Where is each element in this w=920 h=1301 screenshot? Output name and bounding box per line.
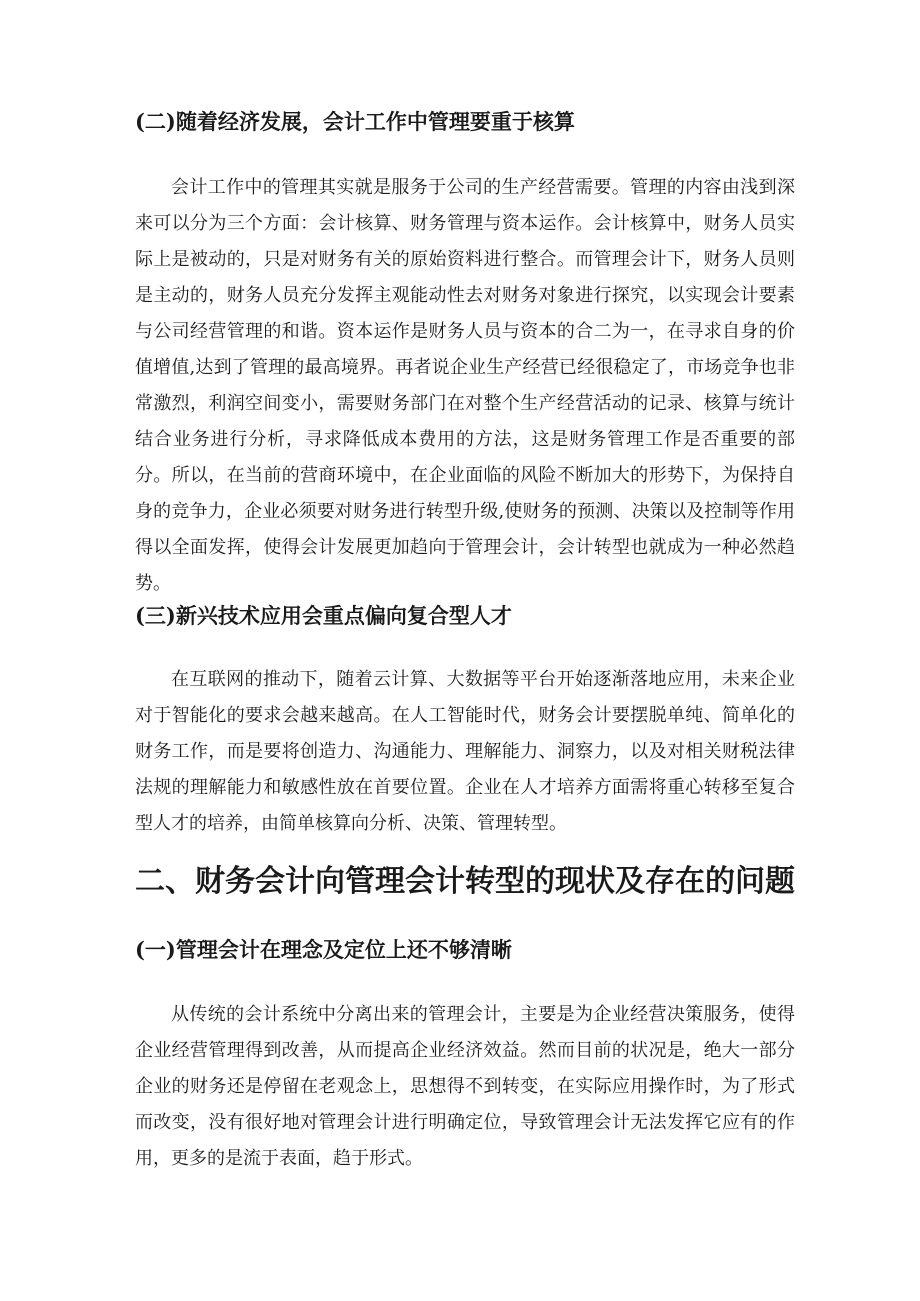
subsection-heading: (二)随着经济发展，会计工作中管理要重于核算 <box>135 109 575 134</box>
section-heading: 二、财务会计向管理会计转型的现状及存在的问题 <box>135 864 795 899</box>
subsection-heading: (一)管理会计在理念及定位上还不够清晰 <box>135 937 512 962</box>
body-paragraph: 在互联网的推动下，随着云计算、大数据等平台开始逐渐落地应用，未来企业对于智能化的要求会越来越高。在人工智能时代，财务会计要摆脱单纯、简单化的财务工作，而是要将创造力、沟通能力、理解能力、洞察力，以及对相关财税法律法规的理解能力和敏感性放在首要位置。企业在人才培养方面需将重心转移至复合型人才的培养，由简单核算向分析、决策、管理转型。 <box>135 669 795 834</box>
body-paragraph: 会计工作中的管理其实就是服务于公司的生产经营需要。管理的内容由浅到深来可以分为三个方面：会计核算、财务管理与资本运作。会计核算中，财务人员实际上是被动的，只是对财务有关的原始资料进行整合。而管理会计下，财务人员则是主动的，财务人员充分发挥主观能动性去对财务对象进行探究，以实现会计要素与公司经营管理的和谐。资本运作是财务人员与资本的合二为一，在寻求自身的价值增值,达到了管理的最高境界。再者说企业生产经营已经很稳定了，市场竞争也非常激烈，利润空间变小，需要财务部门在对整个生产经营活动的记录、核算与统计结合业务进行分析，寻求降低成本费用的方法，这是财务管理工作是否重要的部分。所以，在当前的营商环境中，在企业面临的风险不断加大的形势下，为保持自身的竞争力，企业必须要对财务进行转型升级,使财务的预测、决策以及控制等作用得以全面发挥，使得会计发展更加趋向于管理会计，会计转型也就成为一种必然趋势。 <box>135 177 795 594</box>
subsection-heading: (三)新兴技术应用会重点偏向复合型人才 <box>135 603 512 628</box>
body-paragraph: 从传统的会计系统中分离出来的管理会计，主要是为企业经营决策服务，使得企业经营管理得到改善，从而提高企业经济效益。然而目前的状况是，绝大一部分企业的财务还是停留在老观念上，思想得不到转变，在实际应用操作时，为了形式而改变，没有很好地对管理会计进行明确定位，导致管理会计无法发挥它应有的作用，更多的是流于表面，趋于形式。 <box>135 1004 795 1169</box>
